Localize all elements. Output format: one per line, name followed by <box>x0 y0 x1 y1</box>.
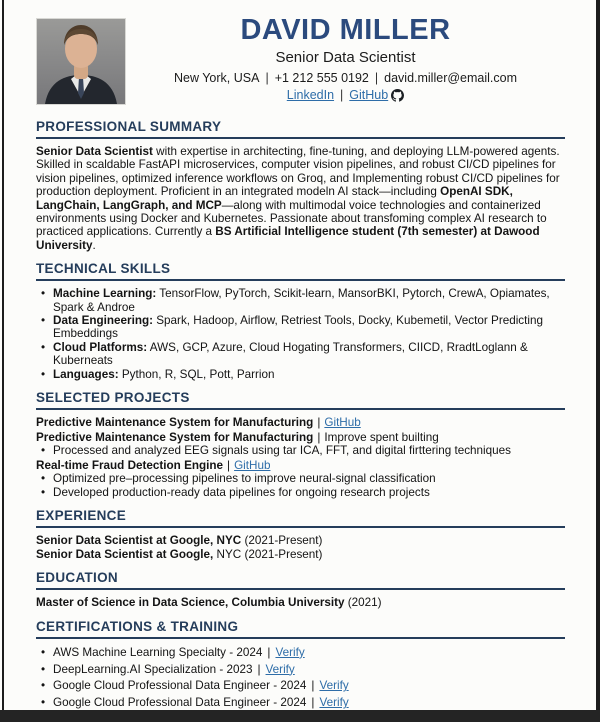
education-year: (2021) <box>344 596 382 610</box>
project-title-row <box>36 431 565 445</box>
experience-role: Senior Data Scientist at Google, NYC <box>36 534 242 548</box>
section-heading-projects: SELECTED PROJECTS <box>36 390 565 410</box>
summary-paragraph <box>36 145 565 252</box>
experience-dates: (2021-Present) <box>241 534 323 548</box>
education-entry <box>36 596 565 610</box>
project-title: Real-time Fraud Detection Engine <box>36 458 224 472</box>
separator: | <box>311 696 315 710</box>
bullet-icon: • <box>41 287 46 301</box>
project-title-row <box>36 459 565 473</box>
skills-list <box>36 287 565 381</box>
project-bullet <box>36 444 565 457</box>
certification-entry <box>36 645 565 662</box>
project-title-row <box>36 416 565 430</box>
separator: | <box>317 416 321 430</box>
separator: | <box>311 679 315 693</box>
certification-verify-link[interactable]: Verify <box>265 662 295 676</box>
skill-item <box>36 341 565 368</box>
project-bullet-text: Processed and analyzed EEG signals using tar ICA, FFT, and digital firttering techniques <box>53 444 511 458</box>
skill-category: Machine Learning: <box>53 287 157 301</box>
separator: | <box>257 662 261 676</box>
experience-role: Senior Data Scientist at Google, <box>36 547 214 561</box>
bullet-icon: • <box>41 340 46 354</box>
contact-line: New York, USA | +1 212 555 0192 | david.miller@email.com <box>173 71 518 85</box>
skill-text <box>53 341 565 368</box>
certification-entry <box>36 678 565 695</box>
project-github-link[interactable]: GitHub <box>234 458 271 472</box>
separator: | <box>227 458 231 472</box>
page-border-left <box>2 0 4 710</box>
candidate-name: DAVID MILLER <box>240 14 451 46</box>
project-bullet <box>36 472 565 485</box>
skill-values: Spark, Hadoop, Airflow, Retriest Tools, Docky, Kubemetil, Vector Predicting Embeddings <box>53 314 543 341</box>
section-heading-skills: TECHNICAL SKILLS <box>36 261 565 281</box>
project-title: Predictive Maintenance System for Manufacturing <box>36 430 314 444</box>
summary-text: with expertise in architecting, fine-tuning, and deploying LLM-powered agents. Skilled in scaldable FastAPI microservices, computer vision pipelines, and robust CI/CD pipelines for vision pipelines, optimized inference workflows on Groq, and Implementing robust CI/CD pipelines for production deployment. Proficient in an integrated modeln AI stack—including <box>36 145 560 199</box>
skill-text <box>53 314 565 341</box>
bullet-icon: • <box>41 679 46 693</box>
summary-bold-text: OpenAI SDK, LangChain, LangGraph, and MCP <box>36 185 513 212</box>
contact-location: New York, USA <box>173 71 260 85</box>
experience-entry <box>36 548 565 562</box>
bullet-icon: • <box>41 662 46 676</box>
skill-values: AWS, GCP, Azure, Cloud Hogating Transformers, CIICD, RradtLoglann & Kuberneats <box>53 340 528 368</box>
headshot-illustration <box>37 19 125 104</box>
section-heading-education: EDUCATION <box>36 570 565 590</box>
certification-verify-link[interactable]: Verify <box>319 679 349 693</box>
candidate-title: Senior Data Scientist <box>275 49 416 66</box>
page-border-right <box>596 0 600 722</box>
contact-phone: +1 212 555 0192 <box>274 71 369 85</box>
project-bullet-text: Optimized pre–processing pipelines to improve neural-signal classification <box>53 472 436 486</box>
profile-photo <box>36 18 126 105</box>
bullet-icon: • <box>41 472 46 486</box>
skill-text <box>53 287 565 314</box>
github-link[interactable]: GitHub <box>349 88 389 102</box>
certification-name: AWS Machine Learning Specialty - 2024 <box>53 645 263 659</box>
section-heading-summary: PROFESSIONAL SUMMARY <box>36 119 565 139</box>
education-degree: Master of Science in Data Science, Columbia University <box>36 596 345 610</box>
summary-bold-text: BS Artificial Intelligence student (7th semester) at Dawood University <box>36 225 540 252</box>
project-bullet <box>36 486 565 499</box>
skill-item <box>36 314 565 341</box>
certification-verify-link[interactable]: Verify <box>275 645 305 659</box>
skill-values: Python, R, SQL, Pott, Parrion <box>118 367 275 381</box>
skill-item <box>36 287 565 314</box>
skill-values: TensorFlow, PyTorch, Scikit-learn, MansorBKI, Pytorch, CrewA, Opiamates, Spark & Androe <box>53 287 550 314</box>
bullet-icon: • <box>41 485 46 499</box>
github-octocat-icon <box>391 89 404 105</box>
bullet-icon: • <box>41 696 46 710</box>
experience-list <box>36 534 565 561</box>
bullet-icon: • <box>41 645 46 659</box>
project-subtitle: Improve spent builting <box>324 430 439 444</box>
skill-category: Languages: <box>53 367 119 381</box>
contact-email: david.miller@email.com <box>384 71 518 85</box>
resume-header <box>36 0 565 110</box>
bullet-icon: • <box>41 444 46 458</box>
summary-bold-text: Senior Data Scientist <box>36 145 153 158</box>
bullet-icon: • <box>41 314 46 328</box>
certification-name: DeepLearning.AI Specialization - 2023 <box>53 662 253 676</box>
linkedin-link[interactable]: LinkedIn <box>286 88 335 102</box>
certification-entry <box>36 662 565 679</box>
project-github-link[interactable]: GitHub <box>324 416 361 430</box>
social-links: LinkedIn | GitHub <box>126 88 565 105</box>
project-bullet-text: Developed production-ready data pipelines for ongoing research projects <box>53 485 430 499</box>
bullet-icon: • <box>41 367 46 381</box>
skill-category: Data Engineering: <box>53 314 154 328</box>
skill-category: Cloud Platforms: <box>53 340 148 354</box>
skill-item <box>36 368 565 381</box>
experience-dates: NYC (2021-Present) <box>213 547 323 561</box>
certification-name: Google Cloud Professional Data Engineer - 2024 <box>53 696 307 710</box>
separator: | <box>267 645 271 659</box>
summary-text: —along with multimodal voice technologies and containerized environments using Docker and Kubernetes. Passionate about transfoming complex AI research to practiced applications. Currently a <box>36 198 547 239</box>
skill-text <box>53 368 565 381</box>
summary-text: . <box>92 238 96 252</box>
project-title: Predictive Maintenance System for Manufacturing <box>36 416 314 430</box>
certifications-list <box>36 645 565 712</box>
section-heading-experience: EXPERIENCE <box>36 508 565 528</box>
certification-verify-link[interactable]: Verify <box>319 696 349 710</box>
certification-name: Google Cloud Professional Data Engineer - 2024 <box>53 679 307 693</box>
projects-list <box>36 416 565 499</box>
experience-entry <box>36 534 565 548</box>
certification-entry <box>36 695 565 712</box>
section-heading-certifications: CERTIFICATIONS & TRAINING <box>36 619 565 639</box>
separator: | <box>317 430 321 444</box>
